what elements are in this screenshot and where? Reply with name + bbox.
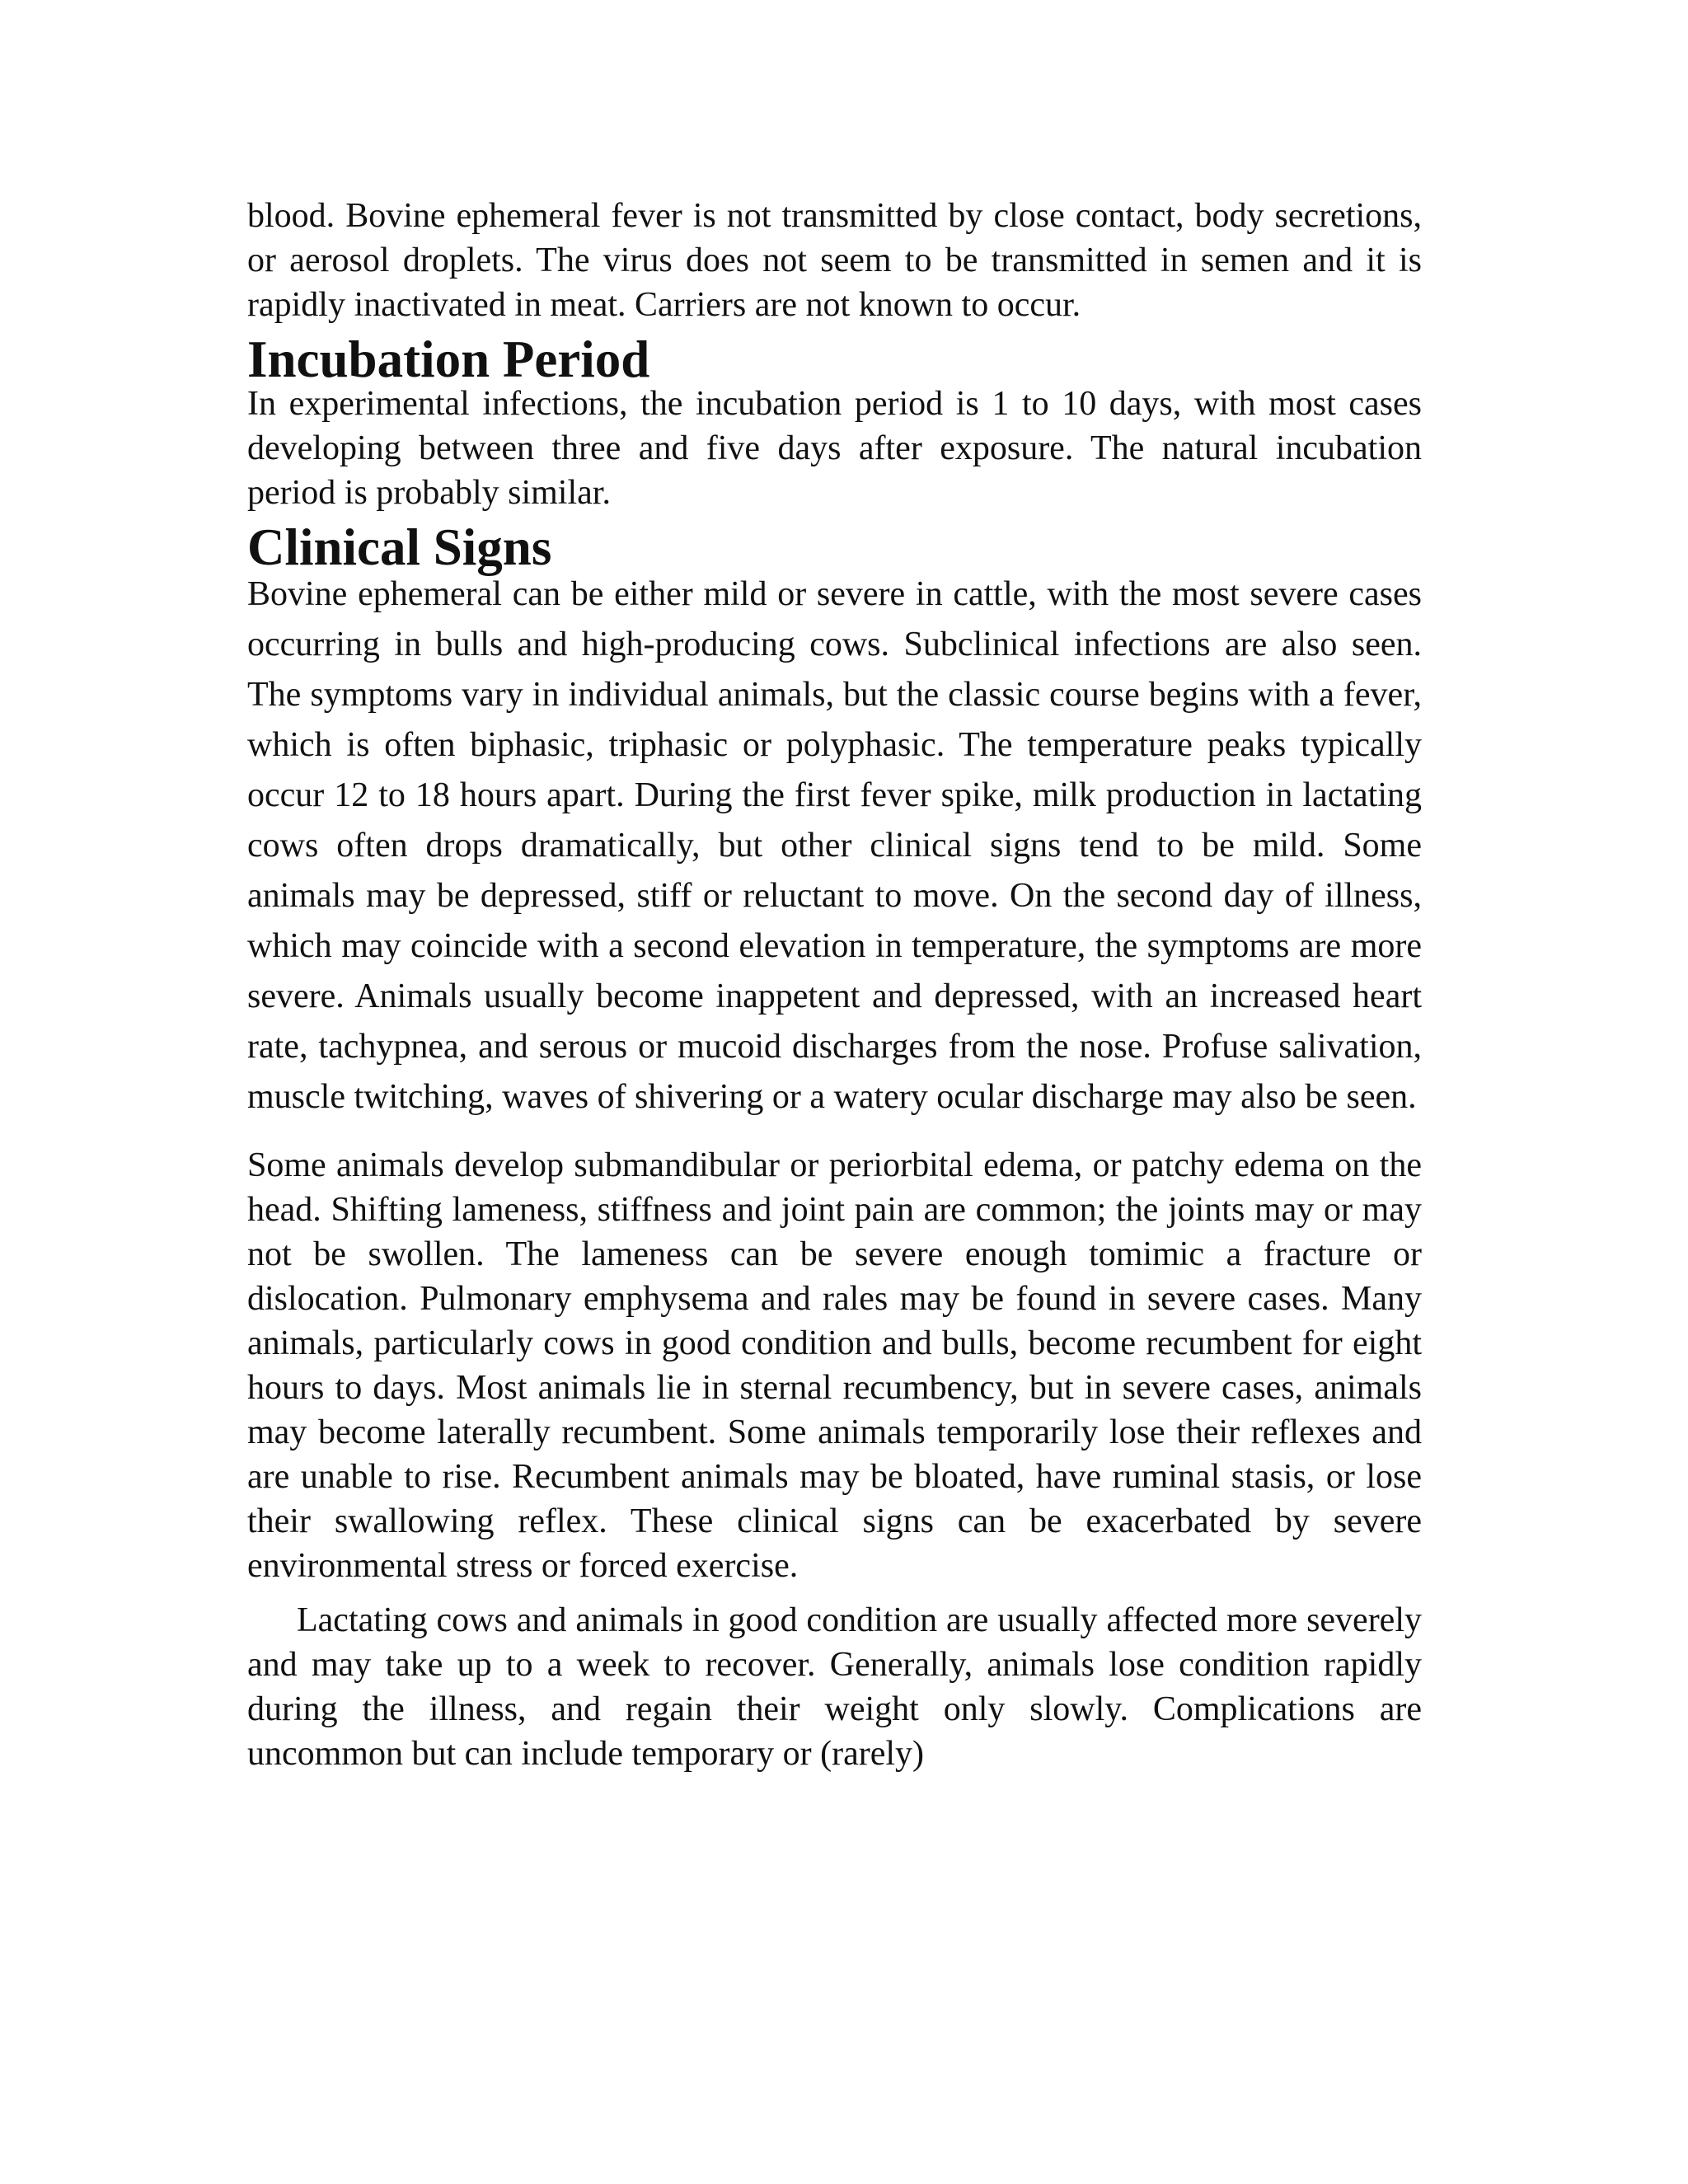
incubation-period-heading: Incubation Period	[247, 330, 650, 388]
clinical-signs-paragraph-2: Some animals develop submandibular or periorbital edema, or patchy edema on the head. Shifting lameness, stiffness and joint pain are common; the joints may or may not be swollen. The lameness can be severe enough tomimic a fracture or dislocation. Pulmonary emphysema and rales may be found in severe cases. Many animals, particularly cows in good condition and bulls, become recumbent for eight hours to days. Most animals lie in sternal recumbency, but in severe cases, animals may become laterally recumbent. Some animals temporarily lose their reflexes and are unable to rise. Recumbent animals may be bloated, have ruminal stasis, or lose their swallowing reflex. These clinical signs can be exacerbated by severe environmental stress or forced exercise.	[247, 1146, 1422, 1585]
incubation-paragraph: In experimental infections, the incubation period is 1 to 10 days, with most cases developing between three and five days after exposure. The natural incubation period is probably similar.	[247, 385, 1422, 512]
clinical-signs-paragraph-1: Bovine ephemeral can be either mild or severe in cattle, with the most severe cases occurring in bulls and high-producing cows. Subclinical infections are also seen. The symptoms vary in individual animals, but the classic course begins with a fever, which is often biphasic, triphasic or polyphasic. The temperature peaks typically occur 12 to 18 hours apart. During the first fever spike, milk production in lactating cows often drops dramatically, but other clinical signs tend to be mild. Some animals may be depressed, stiff or reluctant to move. On the second day of illness, which may coincide with a second elevation in temperature, the symptoms are more severe. Animals usually become inappetent and depressed, with an increased heart rate, tachypnea, and serous or mucoid discharges from the nose. Profuse salivation, muscle twitching, waves of shivering or a watery ocular discharge may also be seen.	[247, 575, 1422, 1116]
clinical-signs-paragraph-3: Lactating cows and animals in good condition are usually affected more severely and may take up to a week to recover. Generally, animals lose condition rapidly during the illness, and regain their weight only slowly. Complications are uncommon but can include temporary or (rarely)	[247, 1601, 1422, 1773]
transmission-paragraph: blood. Bovine ephemeral fever is not transmitted by close contact, body secretions, or aerosol droplets. The virus does not seem to be transmitted in semen and it is rapidly inactivated in meat. Carriers are not known to occur.	[247, 197, 1422, 324]
clinical-signs-heading: Clinical Signs	[247, 518, 552, 576]
document-page	[247, 194, 1422, 1776]
